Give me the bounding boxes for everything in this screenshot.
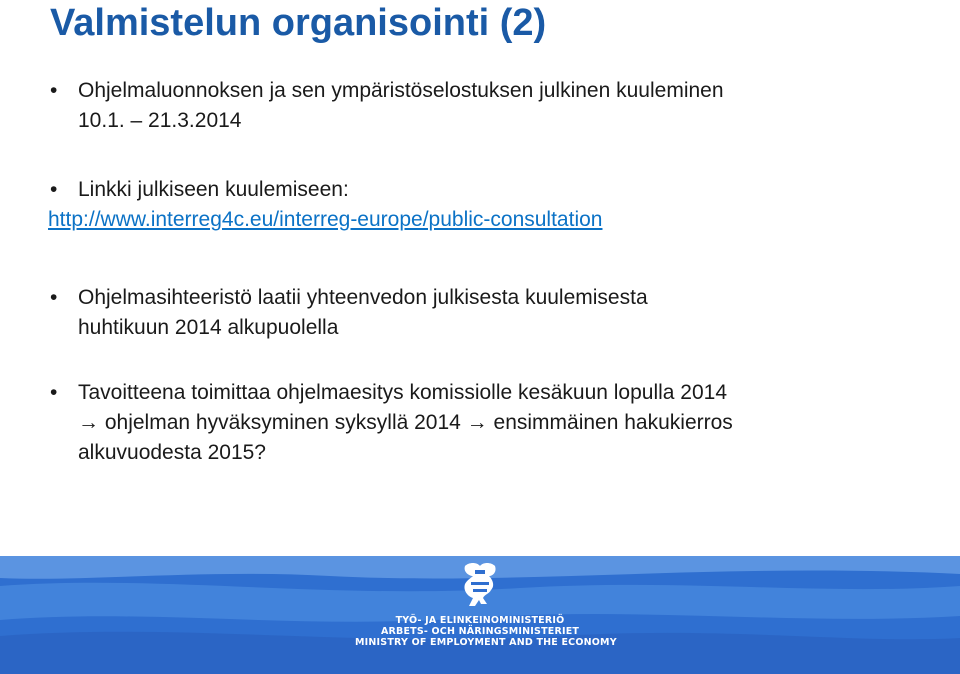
bullet-link-label: Linkki julkiseen kuulemiseen: [78, 178, 349, 201]
bullet-dot: • [50, 381, 58, 404]
footer-band [0, 556, 960, 674]
ministry-name-fi: TYÖ- JA ELINKEINOMINISTERIÖ [395, 615, 565, 626]
bullet-text-line: Ohjelmasihteeristö laatii yhteenvedon julkisesta kuulemisesta [78, 286, 648, 309]
bullet-text-line: alkuvuodesta 2015? [78, 441, 266, 464]
ministry-name-sv: ARBETS- OCH NÄRINGSMINISTERIET [380, 626, 580, 637]
ministry-name-en: MINISTRY OF EMPLOYMENT AND THE ECONOMY [355, 637, 617, 648]
bullet-text-line: Tavoitteena toimittaa ohjelmaesitys komissiolle kesäkuun lopulla 2014 [78, 381, 728, 404]
bullet-consultation-link [50, 175, 930, 235]
bullet-text-line: → ohjelman hyväksyminen syksyllä 2014 → ensimmäinen hakukierros [78, 411, 733, 434]
bullet-text-line: Ohjelmaluonnoksen ja sen ympäristöselostuksen julkinen kuuleminen [78, 79, 724, 102]
bullet-dot: • [50, 286, 58, 309]
consultation-link[interactable]: http://www.interreg4c.eu/interreg-europe/public-consultation [48, 208, 603, 231]
bullet-text-line: 10.1. – 21.3.2014 [78, 109, 242, 132]
bullet-public-consultation [50, 76, 930, 136]
bullet-summary [50, 283, 930, 343]
bullet-timeline [50, 378, 930, 468]
slide-title: Valmistelun organisointi (2) [50, 2, 547, 44]
bullet-dot: • [50, 79, 58, 102]
bullet-dot: • [50, 178, 58, 201]
bullet-text-line: huhtikuun 2014 alkupuolella [78, 316, 339, 339]
ministry-logo [355, 556, 617, 674]
finnish-lion-icon [459, 560, 501, 610]
